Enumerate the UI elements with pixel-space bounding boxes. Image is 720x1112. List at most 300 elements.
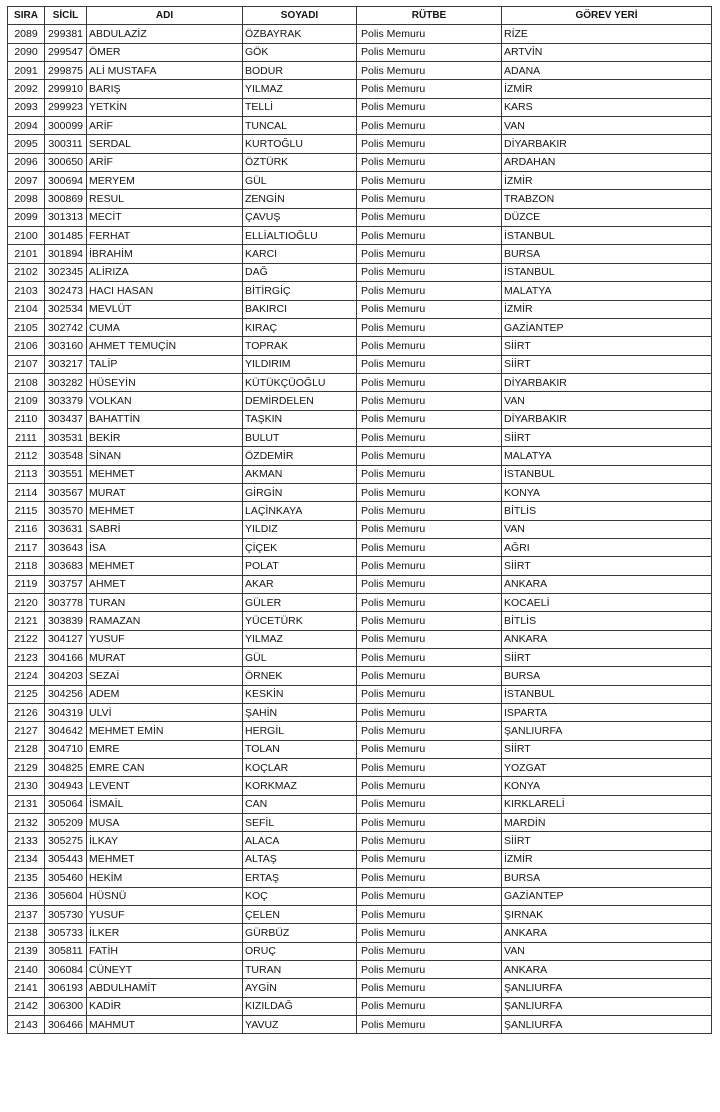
soyadi-cell: AKMAN [243,465,357,483]
sicil-cell: 303217 [45,355,87,373]
sira-cell: 2105 [8,318,45,336]
adi-cell: ABDULHAMİT [87,979,243,997]
gorev-yeri-cell: İSTANBUL [502,465,712,483]
soyadi-cell: YILMAZ [243,630,357,648]
gorev-yeri-cell: ŞANLIURFA [502,997,712,1015]
adi-cell: BARIŞ [87,80,243,98]
sira-cell: 2118 [8,557,45,575]
adi-cell: LEVENT [87,777,243,795]
sicil-cell: 303567 [45,483,87,501]
sicil-cell: 303379 [45,392,87,410]
table-row [8,685,712,703]
rutbe-cell: Polis Memuru [357,887,502,905]
rutbe-cell: Polis Memuru [357,777,502,795]
soyadi-cell: KORKMAZ [243,777,357,795]
gorev-yeri-cell: ANKARA [502,575,712,593]
soyadi-cell: ÇELEN [243,905,357,923]
adi-cell: HEKİM [87,869,243,887]
adi-cell: MEHMET [87,502,243,520]
soyadi-cell: ZENGİN [243,190,357,208]
adi-cell: HÜSEYİN [87,373,243,391]
soyadi-cell: GÜL [243,649,357,667]
gorev-yeri-cell: MALATYA [502,282,712,300]
table-row [8,942,712,960]
adi-cell: SERDAL [87,135,243,153]
rutbe-cell: Polis Memuru [357,502,502,520]
gorev-yeri-cell: KOCAELİ [502,594,712,612]
sira-cell: 2131 [8,795,45,813]
table-row [8,887,712,905]
gorev-yeri-cell: İZMİR [502,80,712,98]
table-row [8,190,712,208]
gorev-yeri-cell: İZMİR [502,850,712,868]
adi-cell: BAHATTİN [87,410,243,428]
table-row [8,43,712,61]
rutbe-cell: Polis Memuru [357,337,502,355]
rutbe-cell: Polis Memuru [357,227,502,245]
table-row [8,520,712,538]
adi-cell: MURAT [87,649,243,667]
soyadi-cell: TOLAN [243,740,357,758]
sicil-cell: 305730 [45,905,87,923]
sicil-cell: 301485 [45,227,87,245]
adi-cell: RESUL [87,190,243,208]
sira-cell: 2127 [8,722,45,740]
table-row [8,594,712,612]
sira-cell: 2140 [8,960,45,978]
adi-cell: İSMAİL [87,795,243,813]
table-row [8,62,712,80]
gorev-yeri-cell: TRABZON [502,190,712,208]
sicil-cell: 302345 [45,263,87,281]
adi-cell: MECİT [87,208,243,226]
sicil-cell: 305443 [45,850,87,868]
table-row [8,153,712,171]
sira-cell: 2133 [8,832,45,850]
soyadi-cell: TAŞKIN [243,410,357,428]
sicil-cell: 304203 [45,667,87,685]
soyadi-cell: KESKİN [243,685,357,703]
table-row [8,612,712,630]
adi-cell: EMRE CAN [87,759,243,777]
sira-cell: 2125 [8,685,45,703]
adi-cell: MERYEM [87,172,243,190]
rutbe-cell: Polis Memuru [357,979,502,997]
gorev-yeri-cell: VAN [502,942,712,960]
sicil-cell: 302742 [45,318,87,336]
sira-cell: 2141 [8,979,45,997]
table-row [8,997,712,1015]
sicil-cell: 304642 [45,722,87,740]
sicil-cell: 303570 [45,502,87,520]
rutbe-cell: Polis Memuru [357,392,502,410]
soyadi-cell: HERGİL [243,722,357,740]
rutbe-cell: Polis Memuru [357,795,502,813]
sicil-cell: 300650 [45,153,87,171]
adi-cell: AHMET [87,575,243,593]
gorev-yeri-cell: KONYA [502,777,712,795]
table-row [8,538,712,556]
gorev-yeri-cell: ANKARA [502,924,712,942]
soyadi-cell: ÖRNEK [243,667,357,685]
personnel-table [7,6,712,1034]
table-row [8,850,712,868]
rutbe-cell: Polis Memuru [357,117,502,135]
table-row [8,557,712,575]
adi-cell: EMRE [87,740,243,758]
sira-cell: 2138 [8,924,45,942]
table-row [8,502,712,520]
sicil-cell: 300099 [45,117,87,135]
adi-cell: ÖMER [87,43,243,61]
sicil-cell: 303282 [45,373,87,391]
table-row [8,337,712,355]
sira-cell: 2114 [8,483,45,501]
sicil-cell: 306300 [45,997,87,1015]
sira-cell: 2109 [8,392,45,410]
sicil-cell: 303778 [45,594,87,612]
rutbe-cell: Polis Memuru [357,447,502,465]
sicil-cell: 299875 [45,62,87,80]
gorev-yeri-cell: VAN [502,117,712,135]
gorev-yeri-cell: RİZE [502,25,712,43]
table-row [8,208,712,226]
soyadi-cell: ELLİALTIOĞLU [243,227,357,245]
sicil-cell: 302534 [45,300,87,318]
gorev-yeri-cell: DİYARBAKIR [502,373,712,391]
sira-cell: 2113 [8,465,45,483]
adi-cell: TURAN [87,594,243,612]
adi-cell: MUSA [87,814,243,832]
table-row [8,704,712,722]
sira-cell: 2095 [8,135,45,153]
gorev-yeri-cell: İSTANBUL [502,263,712,281]
sira-cell: 2110 [8,410,45,428]
column-header-adi: ADI [87,7,243,25]
sicil-cell: 303548 [45,447,87,465]
sicil-cell: 303631 [45,520,87,538]
gorev-yeri-cell: ANKARA [502,960,712,978]
sicil-cell: 299547 [45,43,87,61]
table-row [8,979,712,997]
adi-cell: MEHMET EMİN [87,722,243,740]
sira-cell: 2091 [8,62,45,80]
adi-cell: ALİRIZA [87,263,243,281]
sicil-cell: 305733 [45,924,87,942]
adi-cell: YUSUF [87,630,243,648]
rutbe-cell: Polis Memuru [357,263,502,281]
rutbe-cell: Polis Memuru [357,685,502,703]
sicil-cell: 299910 [45,80,87,98]
sira-cell: 2139 [8,942,45,960]
rutbe-cell: Polis Memuru [357,1015,502,1033]
adi-cell: KADİR [87,997,243,1015]
gorev-yeri-cell: SİİRT [502,337,712,355]
table-row [8,98,712,116]
adi-cell: VOLKAN [87,392,243,410]
sira-cell: 2106 [8,337,45,355]
rutbe-cell: Polis Memuru [357,300,502,318]
adi-cell: SİNAN [87,447,243,465]
soyadi-cell: ÇAVUŞ [243,208,357,226]
adi-cell: HACI HASAN [87,282,243,300]
soyadi-cell: LAÇİNKAYA [243,502,357,520]
sicil-cell: 299381 [45,25,87,43]
soyadi-cell: TELLİ [243,98,357,116]
sira-cell: 2132 [8,814,45,832]
table-row [8,282,712,300]
rutbe-cell: Polis Memuru [357,208,502,226]
soyadi-cell: AYGİN [243,979,357,997]
gorev-yeri-cell: SİİRT [502,740,712,758]
rutbe-cell: Polis Memuru [357,62,502,80]
soyadi-cell: ÖZBAYRAK [243,25,357,43]
rutbe-cell: Polis Memuru [357,318,502,336]
soyadi-cell: TUNCAL [243,117,357,135]
adi-cell: MEHMET [87,557,243,575]
column-header-soyadi: SOYADI [243,7,357,25]
rutbe-cell: Polis Memuru [357,649,502,667]
gorev-yeri-cell: İZMİR [502,300,712,318]
soyadi-cell: DAĞ [243,263,357,281]
soyadi-cell: ORUÇ [243,942,357,960]
adi-cell: İSA [87,538,243,556]
soyadi-cell: KURTOĞLU [243,135,357,153]
soyadi-cell: ÖZTÜRK [243,153,357,171]
column-header-sira: SIRA [8,7,45,25]
table-row [8,960,712,978]
adi-cell: BEKİR [87,428,243,446]
adi-cell: CÜNEYT [87,960,243,978]
soyadi-cell: BİTİRGİÇ [243,282,357,300]
table-row [8,117,712,135]
sicil-cell: 303531 [45,428,87,446]
soyadi-cell: TOPRAK [243,337,357,355]
table-row [8,135,712,153]
sira-cell: 2100 [8,227,45,245]
table-row [8,483,712,501]
sicil-cell: 304319 [45,704,87,722]
gorev-yeri-cell: MARDİN [502,814,712,832]
sira-cell: 2112 [8,447,45,465]
rutbe-cell: Polis Memuru [357,630,502,648]
rutbe-cell: Polis Memuru [357,704,502,722]
soyadi-cell: BULUT [243,428,357,446]
soyadi-cell: ALACA [243,832,357,850]
table-row [8,227,712,245]
gorev-yeri-cell: BİTLİS [502,502,712,520]
sicil-cell: 306084 [45,960,87,978]
table-row [8,300,712,318]
rutbe-cell: Polis Memuru [357,80,502,98]
soyadi-cell: BODUR [243,62,357,80]
rutbe-cell: Polis Memuru [357,373,502,391]
adi-cell: İLKER [87,924,243,942]
table-row [8,649,712,667]
rutbe-cell: Polis Memuru [357,942,502,960]
table-row [8,25,712,43]
sicil-cell: 302473 [45,282,87,300]
sicil-cell: 305604 [45,887,87,905]
sira-cell: 2124 [8,667,45,685]
soyadi-cell: ÇİÇEK [243,538,357,556]
soyadi-cell: GÖK [243,43,357,61]
rutbe-cell: Polis Memuru [357,520,502,538]
rutbe-cell: Polis Memuru [357,575,502,593]
sicil-cell: 306193 [45,979,87,997]
soyadi-cell: ERTAŞ [243,869,357,887]
rutbe-cell: Polis Memuru [357,410,502,428]
sira-cell: 2115 [8,502,45,520]
table-row [8,832,712,850]
gorev-yeri-cell: ANKARA [502,630,712,648]
sicil-cell: 303643 [45,538,87,556]
gorev-yeri-cell: KIRKLARELİ [502,795,712,813]
sira-cell: 2089 [8,25,45,43]
soyadi-cell: AKAR [243,575,357,593]
sira-cell: 2137 [8,905,45,923]
sicil-cell: 303551 [45,465,87,483]
gorev-yeri-cell: SİİRT [502,355,712,373]
table-row [8,447,712,465]
sira-cell: 2123 [8,649,45,667]
soyadi-cell: POLAT [243,557,357,575]
rutbe-cell: Polis Memuru [357,135,502,153]
sira-cell: 2104 [8,300,45,318]
gorev-yeri-cell: BURSA [502,869,712,887]
adi-cell: ULVİ [87,704,243,722]
table-row [8,722,712,740]
rutbe-cell: Polis Memuru [357,483,502,501]
rutbe-cell: Polis Memuru [357,153,502,171]
soyadi-cell: GÜRBÜZ [243,924,357,942]
table-row [8,465,712,483]
soyadi-cell: KIRAÇ [243,318,357,336]
gorev-yeri-cell: ISPARTA [502,704,712,722]
gorev-yeri-cell: SİİRT [502,428,712,446]
sira-cell: 2119 [8,575,45,593]
sira-cell: 2122 [8,630,45,648]
sira-cell: 2143 [8,1015,45,1033]
sicil-cell: 305064 [45,795,87,813]
sira-cell: 2103 [8,282,45,300]
rutbe-cell: Polis Memuru [357,850,502,868]
soyadi-cell: GÜL [243,172,357,190]
sicil-cell: 300869 [45,190,87,208]
table-row [8,318,712,336]
rutbe-cell: Polis Memuru [357,740,502,758]
sicil-cell: 305460 [45,869,87,887]
rutbe-cell: Polis Memuru [357,428,502,446]
adi-cell: SEZAİ [87,667,243,685]
column-header-sicil: SİCİL [45,7,87,25]
soyadi-cell: GÜLER [243,594,357,612]
rutbe-cell: Polis Memuru [357,355,502,373]
table-row [8,869,712,887]
table-row [8,392,712,410]
soyadi-cell: SEFİL [243,814,357,832]
gorev-yeri-cell: DÜZCE [502,208,712,226]
rutbe-cell: Polis Memuru [357,814,502,832]
sira-cell: 2117 [8,538,45,556]
gorev-yeri-cell: GAZİANTEP [502,318,712,336]
adi-cell: MAHMUT [87,1015,243,1033]
sira-cell: 2116 [8,520,45,538]
table-row [8,795,712,813]
gorev-yeri-cell: DİYARBAKIR [502,135,712,153]
table-row [8,924,712,942]
sicil-cell: 303757 [45,575,87,593]
soyadi-cell: KOÇ [243,887,357,905]
sicil-cell: 304256 [45,685,87,703]
soyadi-cell: ŞAHİN [243,704,357,722]
sicil-cell: 305209 [45,814,87,832]
rutbe-cell: Polis Memuru [357,612,502,630]
sicil-cell: 299923 [45,98,87,116]
gorev-yeri-cell: SİİRT [502,832,712,850]
sicil-cell: 300694 [45,172,87,190]
gorev-yeri-cell: KARS [502,98,712,116]
adi-cell: ALİ MUSTAFA [87,62,243,80]
table-row [8,355,712,373]
soyadi-cell: ÖZDEMİR [243,447,357,465]
table-row [8,410,712,428]
adi-cell: YETKİN [87,98,243,116]
sira-cell: 2142 [8,997,45,1015]
gorev-yeri-cell: İZMİR [502,172,712,190]
sira-cell: 2130 [8,777,45,795]
adi-cell: MEVLÜT [87,300,243,318]
sicil-cell: 303160 [45,337,87,355]
adi-cell: MEHMET [87,850,243,868]
gorev-yeri-cell: VAN [502,520,712,538]
rutbe-cell: Polis Memuru [357,960,502,978]
sicil-cell: 301894 [45,245,87,263]
sira-cell: 2092 [8,80,45,98]
table-row [8,172,712,190]
adi-cell: ADEM [87,685,243,703]
sicil-cell: 304943 [45,777,87,795]
adi-cell: HÜSNÜ [87,887,243,905]
sira-cell: 2107 [8,355,45,373]
sira-cell: 2129 [8,759,45,777]
rutbe-cell: Polis Memuru [357,557,502,575]
rutbe-cell: Polis Memuru [357,25,502,43]
adi-cell: MURAT [87,483,243,501]
sicil-cell: 304710 [45,740,87,758]
rutbe-cell: Polis Memuru [357,98,502,116]
gorev-yeri-cell: SİİRT [502,557,712,575]
column-header-gorev-yeri: GÖREV YERİ [502,7,712,25]
soyadi-cell: KIZILDAĞ [243,997,357,1015]
gorev-yeri-cell: ADANA [502,62,712,80]
gorev-yeri-cell: BURSA [502,245,712,263]
gorev-yeri-cell: ARDAHAN [502,153,712,171]
sicil-cell: 303839 [45,612,87,630]
table-row [8,905,712,923]
sicil-cell: 305811 [45,942,87,960]
gorev-yeri-cell: ŞIRNAK [502,905,712,923]
adi-cell: RAMAZAN [87,612,243,630]
rutbe-cell: Polis Memuru [357,759,502,777]
table-row [8,80,712,98]
gorev-yeri-cell: DİYARBAKIR [502,410,712,428]
gorev-yeri-cell: ŞANLIURFA [502,722,712,740]
adi-cell: ARİF [87,117,243,135]
soyadi-cell: YILDIZ [243,520,357,538]
soyadi-cell: KOÇLAR [243,759,357,777]
rutbe-cell: Polis Memuru [357,43,502,61]
